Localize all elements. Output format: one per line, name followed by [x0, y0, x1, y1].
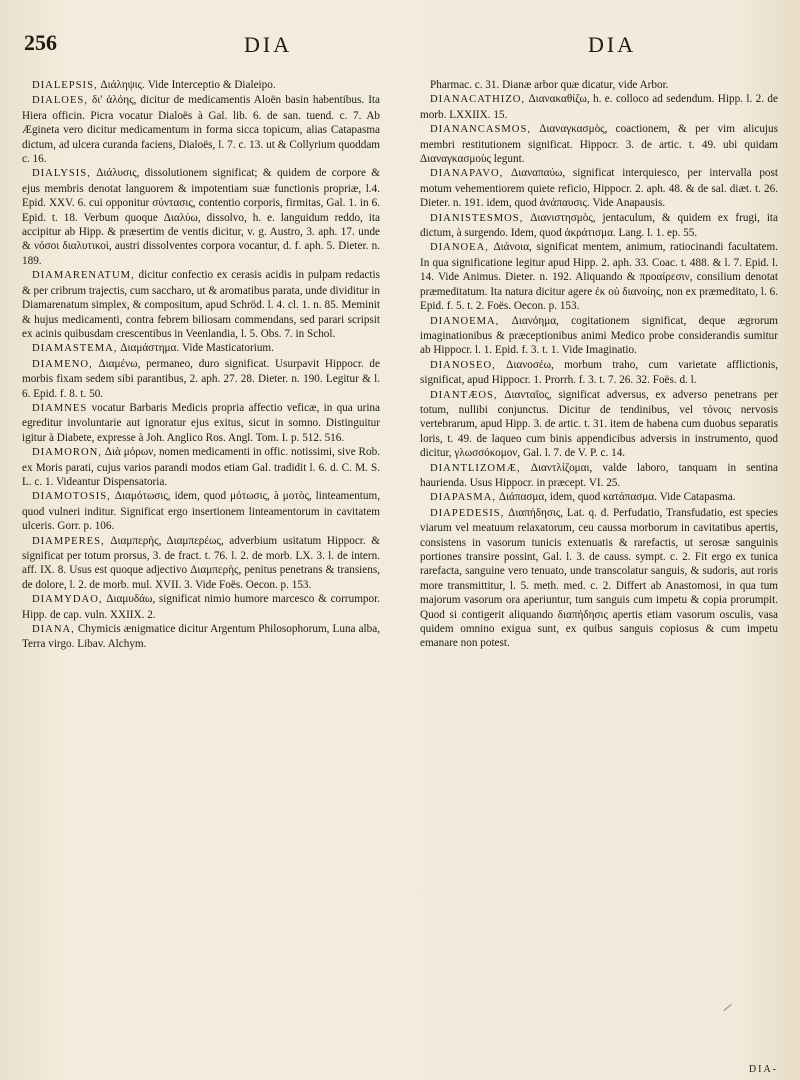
entry-headword: DIAMASTEMA, [32, 343, 118, 355]
entry-text: Διαμένω, permaneo, duro significat. Usurpavit Hippocr. de morbis fixam sedem sibi parantibus, 2. aph. 27. 28. Dieter. n. 190. Legitur & l. 6. Epid. f. 8. t. 50. [22, 357, 380, 400]
pencil-mark [718, 998, 731, 1011]
entry-text: Διαναγκασμὸς, coactionem, & per vim alicujus membri restitutionem significat. Hippocr. 3. de artic. t. 49. ubi quidam Διαναγκασμοὺς legunt. [420, 123, 778, 166]
entry-text: Διανιστησμὸς, jentaculum, & quidem ex frugi, ita dictum, à surgendo. Idem, quod ἀκράτισμα. Lang. l. 1. ep. 55. [420, 211, 778, 240]
entry-text: Διάνοια, significat mentem, animum, ratiocinandi facultatem. In qua significatione legitur apud Hipp. 2. aph. 33. Coac. t. 488. & l. 7. Epid. l. 14. Vide Animus. Dieter. n. 192. Aliquando & προαίρεσιν, consilium denotat præmeditatum. Ita natura dicitur agere ἐκ οὐ διανοίης, non ex præmeditato, l. 6. Epid. f. 5. t. 2. Foës. Oecon. p. 153. [420, 241, 778, 313]
dictionary-entry [22, 445, 380, 489]
entry-headword: DIANANCASMOS, [430, 124, 531, 136]
entry-text: Διὰ μόρων, nomen medicamenti in offic. notissimi, sive Rob. ex Moris parati, cujus varios parandi modos etiam Gal. tradidit l. 6. d. C. M. S. L. c. 1. Videantur Dispensatoria. [22, 446, 380, 488]
entry-headword: DIANA, [32, 624, 75, 636]
entry-text: Διανόημα, cogitationem significat, deque ægrorum imaginationibus & præceptionibus animi Medico probe considerandis sumitur ab Hippocr. l. 1. Epid. f. 3. t. 1. Vide Imaginatio. [420, 314, 778, 357]
dictionary-entry [22, 78, 380, 93]
dictionary-entry [420, 240, 778, 313]
entry-headword: DIAMENO, [32, 358, 93, 370]
entry-text: Διανοσέω, morbum traho, cum varietate afflictionis, significat, apud Hippocr. 1. Prorrh. f. 3. t. 7. 26. 32. Foës. d. l. [420, 358, 778, 387]
dictionary-entry [420, 490, 778, 505]
dictionary-entry [420, 314, 778, 358]
entry-headword: DIAMNES [32, 402, 88, 414]
entry-text: δι' ἀλόης, dicitur de medicamentis Aloën basin habentibus. Ita Hiera officin. Picra vocatur Dialoës à Gal. lib. 6. de san. tuend. c. 7. Ab Ægineta vero dicitur medicamentum in forma sicca topicum, alias Catapasma dictum, ad ulcera curanda faciens, Dialoës, l. 7. c. 13. ut & Collyrium quoddam c. 16. [22, 94, 380, 166]
entry-text: Διανακαθίζω, h. e. colloco ad sedendum. Hipp. l. 2. de morb. LXXIIX. 15. [420, 93, 778, 121]
dictionary-entry [420, 92, 778, 122]
dictionary-entry [420, 211, 778, 241]
dictionary-entry [22, 622, 380, 652]
dictionary-entry [22, 534, 380, 593]
entry-text: Διάλυσις, dissolutionem significat; & quidem de corpore & ejus membris denotat languorem & impotentiam suæ functionis propriæ, l.4. Epid. XXV. 6. cui opponitur σύντασις, contentio corporis, firmitas, Gal. 1. in 6. Epid. t. 18. Verbum quoque Διαλύω, dissolvo, h. e. languidum reddo, ita accipitur ab Hipp. & præsertim de ventis dicitur, v. g. Austro, 3. aph. 17. unde & νόσοι διαλυτικοὶ, austri dissolventes corpora vocantur, d. f. aph. 5. Dieter. n. 189. [22, 167, 380, 267]
entry-headword: DIANTLIZOMÆ, [430, 462, 521, 474]
dictionary-entry [22, 592, 380, 622]
entry-text: Διαπήδησις, Lat. q. d. Perfudatio, Transfudatio, est species viarum vel meatuum relaxatorum, ceu caussa morborum in cavitatibus apertis, consistens in vasorum tunicis extenuatis & rarefactis, ut serosæ sanguinis portiones transire possint, Gal. l. 3. de causs. sympt. c. 2. Fit ergo ex tunica rarefacta, sanguine vero tenuato, unde transcolatur sanguis, & sudoris, aut roris more transmittitur, l. 5. meth. med. c. 2. Differt ab Anastomosi, in qua tum majorum vasorum ora aperiuntur, tum sanguis cum impetu & copia prorumpit. Quod si contigerit aliquando διαπήδησις apertis etiam vasorum osculis, vasa quidem omnino exigua sunt, ex quibus sanguis copiosus & cum impetu emanare non potest. [420, 506, 778, 650]
right-column [420, 78, 778, 651]
entry-headword: DIAMARENATUM, [32, 270, 135, 282]
entry-text: Διαμπερὴς, Διαμπερέως, adverbium usitatum Hippocr. & significat per totum prorsus, 3. de fract. t. 76. l. 2. de morb. LX. 3. l. de intern. aff. IX. 8. Usus est quoque adjectivo Διαμπερὴς, penitus penetrans & transiens, de dolore, l. 2. de morb. mul. XVII. 3. Vide Foës. Oecon. p. 153. [22, 534, 380, 591]
entry-headword: DIANTÆOS, [430, 389, 498, 401]
entry-text: Διάπασμα, idem, quod κατάπασμα. Vide Catapasma. [496, 491, 736, 504]
entry-headword: DIANOSEO, [430, 359, 496, 371]
dictionary-entry [420, 166, 778, 210]
dictionary-entry [22, 401, 380, 445]
entry-headword: DIANACATHIZO, [430, 94, 526, 106]
entry-text: Διαμάστημα. Vide Masticatorium. [117, 342, 274, 355]
entry-text: Chymicis ænigmatice dicitur Argentum Philosophorum, Luna alba, Terra virgo. Libav. Alchym. [22, 623, 380, 651]
entry-text: vocatur Barbaris Medicis propria affectio veficæ, in qua urina egreditur involuntarie aut ignoratur ejus exitus, sicut in somno. Distinguitur igitur à Diabete, expresse à Joh. Anglico Ros. Angl. Tom. I. p. 512. 516. [22, 401, 380, 444]
dictionary-entry [22, 93, 380, 166]
dictionary-entry [22, 166, 380, 268]
entry-headword: DIAMORON, [32, 447, 102, 459]
entry-headword: DIANAPAVO, [430, 168, 504, 180]
dictionary-entry [22, 341, 380, 356]
entry-text: Pharmac. c. 31. Dianæ arbor quæ dicatur, vide Arbor. [430, 79, 669, 91]
entry-headword: DIAPEDESIS, [430, 507, 505, 519]
page-header [24, 30, 776, 70]
entry-headword: DIAPASMA, [430, 492, 497, 504]
entry-text: Διαμυδάω, significat nimio humore marcesco & corrumpor. Hipp. de cap. vuln. XXIIX. 2. [22, 593, 380, 621]
entry-text: Διάληψις. Vide Interceptio & Dialeipo. [97, 79, 276, 91]
running-head-left: DIA [244, 32, 293, 57]
catchword: DIA- [748, 1064, 778, 1075]
dictionary-entry [420, 506, 778, 651]
entry-headword: DIAMYDAO, [32, 594, 103, 606]
dictionary-entry [420, 78, 778, 92]
entry-headword: DIANOEA, [430, 242, 489, 254]
dictionary-entry [22, 489, 380, 533]
entry-text: dicitur confectio ex cerasis acidis in pulpam redactis & per cribrum trajectis, cum saccharo, ut & aromatibus parata, unde dividitur in Diamarenatum simplex, & compositum, apud Schröd. l. 4. cl. 1. n. 85. Meminit & hujus medicamenti, contra febrem biliosam commendans, sed parari scripsit ex acinis quibusdam crescentibus in Veenlandia, l. 5. Obs. 7. in Schol. [22, 269, 380, 340]
entry-headword: DIALYSIS, [32, 168, 91, 180]
dictionary-entry [22, 268, 380, 341]
entry-text: Διανταῖος, significat adversus, ex adverso penetrans per totum, nullibi conjunctus. Dicitur de tendinibus, vel τόνοις nervosis vertebrarum, apud Hipp. 3. de artic. t. 31. item de habena cum duobus separatis loris, t. 49. de laqueo cum binis appendicibus adversis in instrumento, quod dicitur, γλωσσόκομον, Gal. l. 7. de V. P. c. 14. [420, 388, 778, 460]
entry-headword: DIANOEMA, [430, 315, 500, 327]
entry-headword: DIAMPERES, [32, 535, 105, 547]
entry-headword: DIAMOTOSIS, [32, 491, 111, 503]
dictionary-entry [420, 461, 778, 491]
dictionary-entry [420, 388, 778, 461]
dictionary-entry [22, 357, 380, 401]
page-number: 256 [24, 30, 57, 55]
dictionary-entry [420, 122, 778, 166]
entry-text: Διαμότωσις, idem, quod μότωσις, à μοτὸς, linteamentum, quod vulneri inditur. Significat ergo insertionem linteamentorum in cavitatem ulceris. Gorr. p. 106. [22, 490, 380, 533]
entry-headword: DIANISTESMOS, [430, 212, 524, 224]
entry-headword: DIALEPSIS, [32, 80, 98, 91]
dictionary-entry [420, 358, 778, 388]
running-head-right: DIA [588, 32, 637, 57]
entry-text: Διαντλίζομαι, valde laboro, tanquam in sentina haurienda. Usus Hippocr. in præcept. VI. 25. [420, 461, 778, 489]
entry-headword: DIALOES, [32, 95, 88, 107]
entry-text: Διαναπαύω, significat interquiesco, per intervalla post motum vehementiorem quiete reficio, Hippocr. 2. aph. 48. & de sal. diæt. t. 26. Dieter. n. 191. idem, quod ἀνάπαυσις. Vide Anapausis. [420, 167, 778, 210]
left-column [22, 78, 380, 652]
